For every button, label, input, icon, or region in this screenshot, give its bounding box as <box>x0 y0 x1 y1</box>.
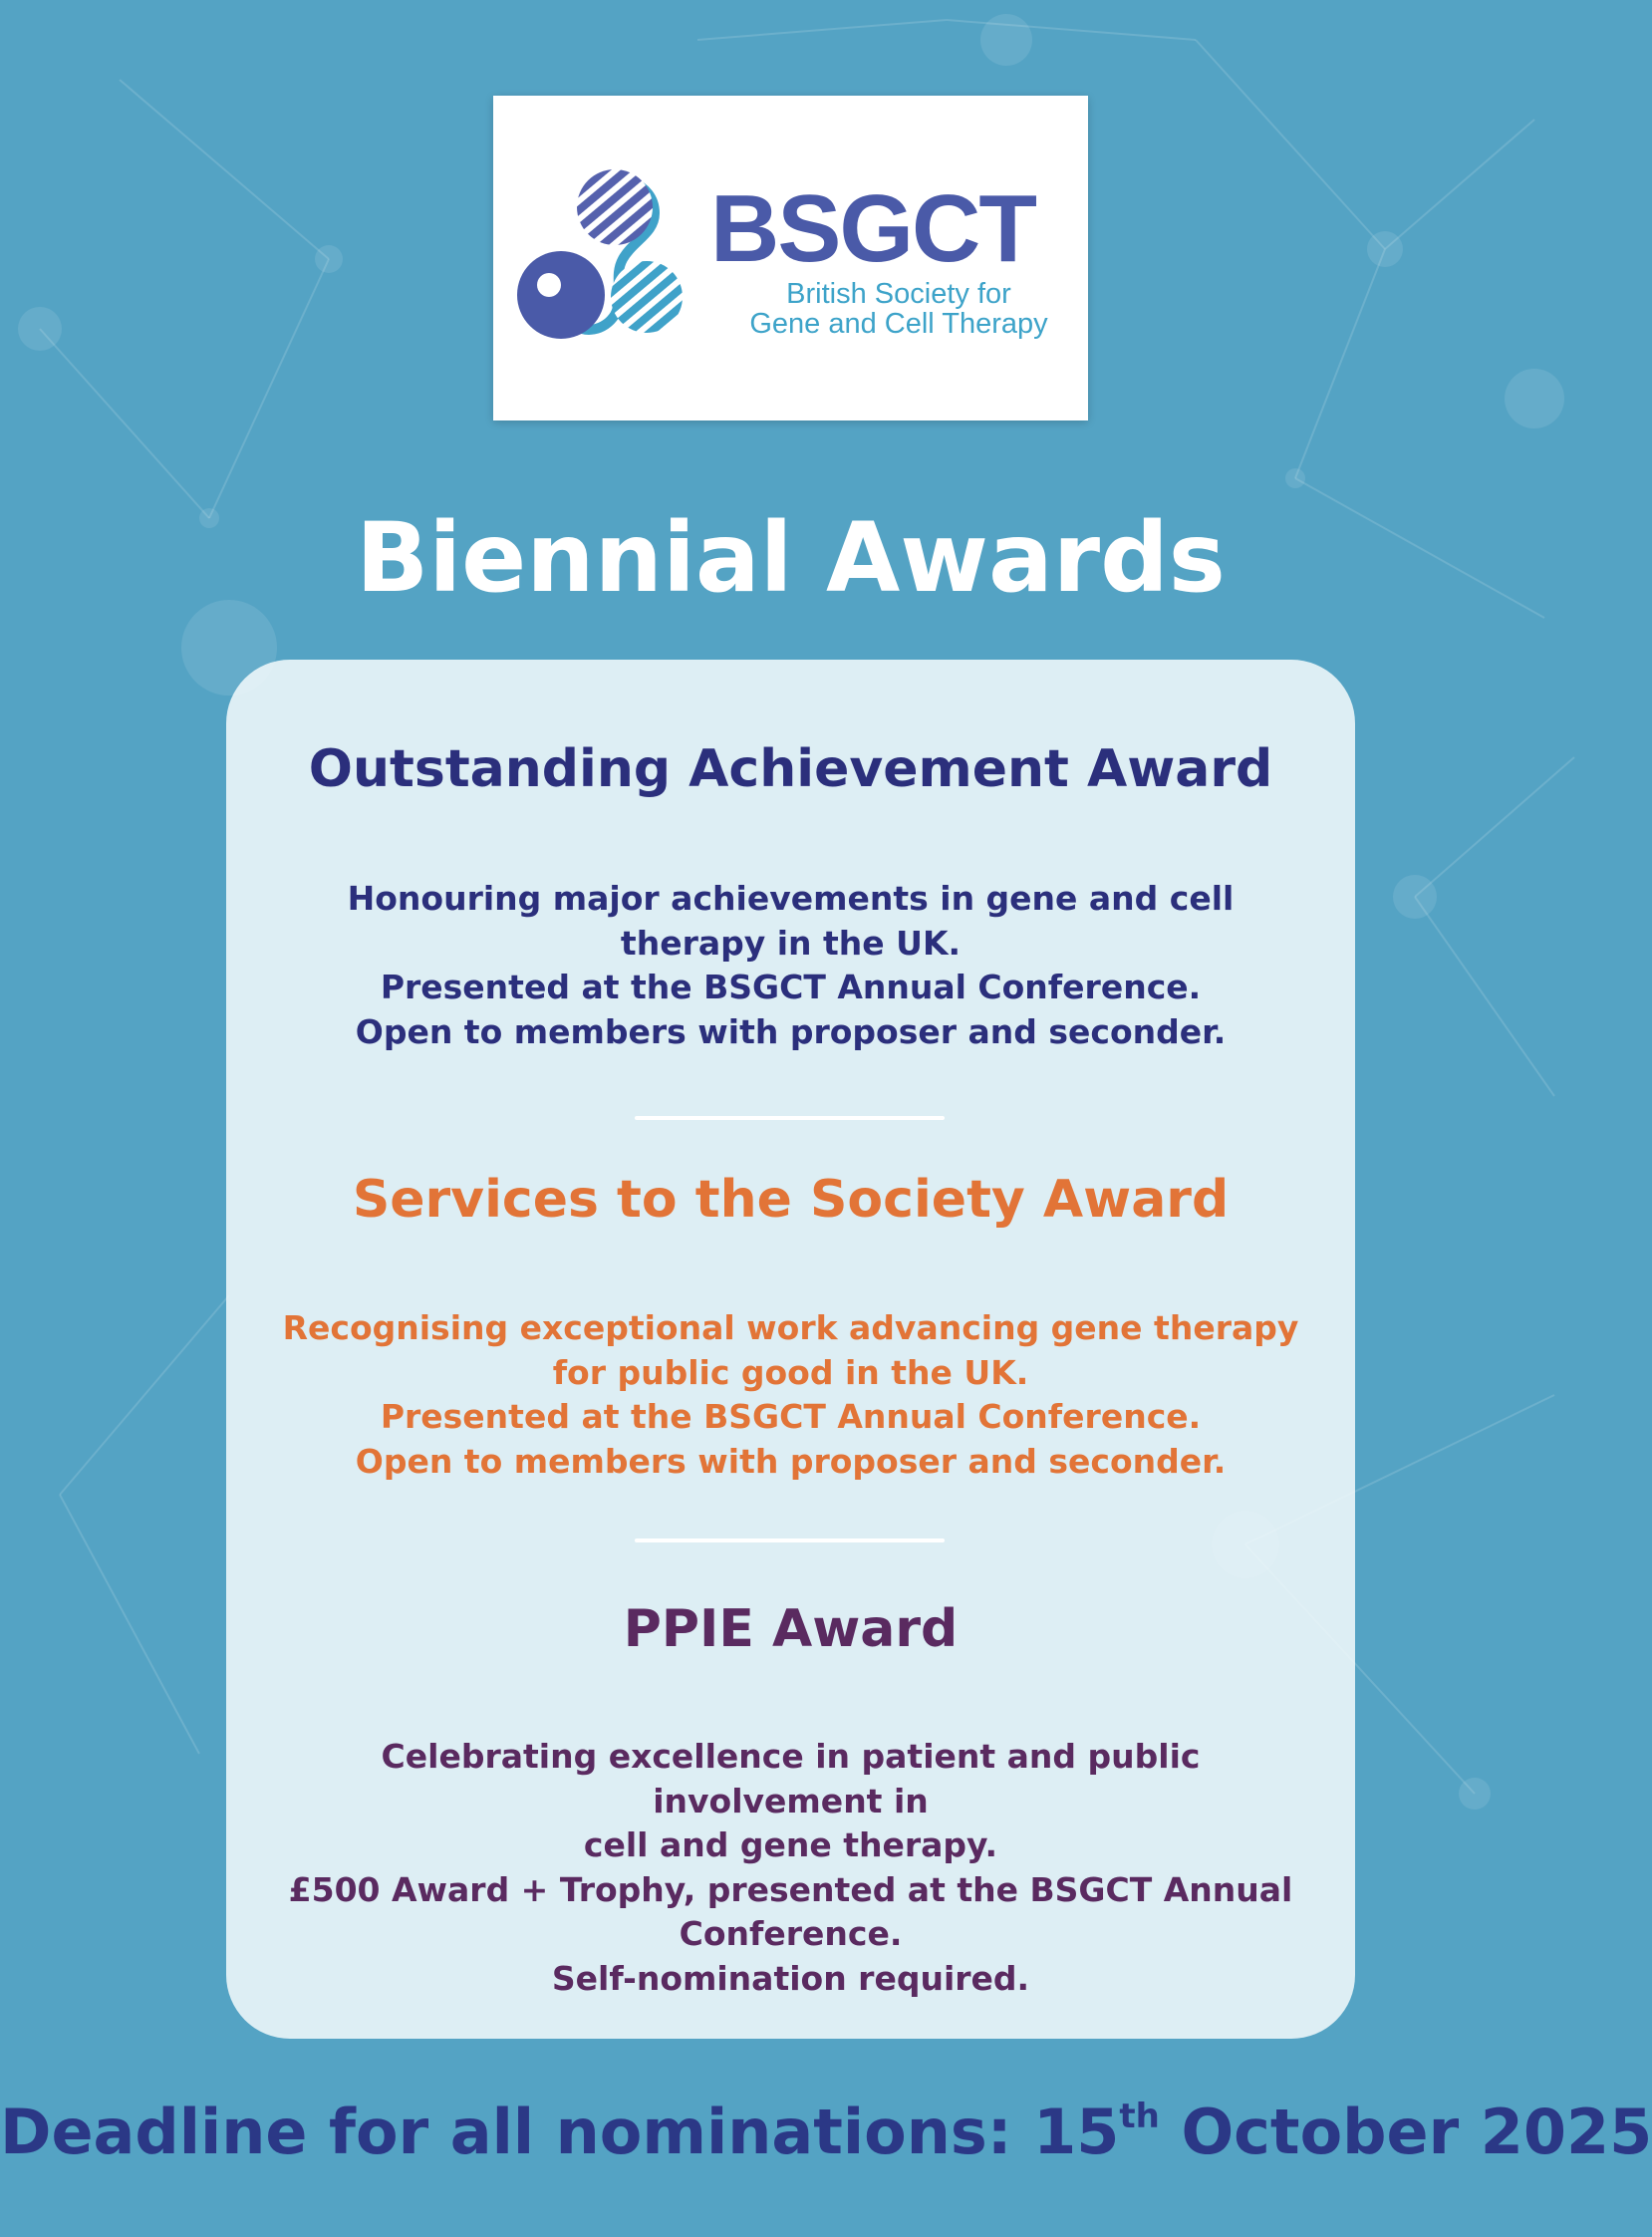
award-description-line: Honouring major achievements in gene and cell <box>347 879 1235 918</box>
awards-card <box>226 660 1355 2039</box>
logo-subtitle <box>714 279 1083 339</box>
logo-box <box>493 96 1088 420</box>
award-title-services-to-society: Services to the Society Award <box>352 1170 1230 1230</box>
deadline-suffix: October 2025 <box>1159 2096 1652 2168</box>
nomination-deadline <box>0 2093 1652 2182</box>
award-title-ppie: PPIE Award <box>623 1599 959 1659</box>
award-description-line: cell and gene therapy. <box>583 1825 998 1864</box>
section-divider <box>635 1538 945 1542</box>
award-description-line: Open to members with proposer and seconder. <box>355 1011 1227 1051</box>
deadline-ordinal-suffix: th <box>1119 2097 1160 2136</box>
logo-subtitle-line2: Gene and Cell Therapy <box>749 308 1048 340</box>
award-description-outstanding-achievement <box>266 877 1315 1054</box>
logo-abbreviation: BSGCT <box>710 175 1035 282</box>
award-description-line: Conference. <box>679 1914 903 1953</box>
page-title: Biennial Awards <box>356 502 1226 614</box>
award-description-services-to-society <box>266 1306 1315 1484</box>
award-description-line: Recognising exceptional work advancing gene therapy <box>282 1308 1299 1347</box>
dna-cell-logo-icon <box>515 167 704 347</box>
award-description-line: Celebrating excellence in patient and public involvement in <box>381 1737 1201 1820</box>
section-divider <box>635 1116 945 1120</box>
award-title-outstanding-achievement: Outstanding Achievement Award <box>308 739 1273 799</box>
award-description-ppie <box>266 1735 1315 2001</box>
award-description-line: for public good in the UK. <box>552 1352 1029 1392</box>
award-description-line: Presented at the BSGCT Annual Conference. <box>380 968 1202 1006</box>
award-description-line: therapy in the UK. <box>620 923 962 963</box>
award-description-line: £500 Award + Trophy, presented at the BSGCT Annual <box>288 1869 1293 1909</box>
deadline-prefix: Deadline for all nominations: 15 <box>0 2096 1120 2168</box>
logo-subtitle-line1: British Society for <box>786 278 1011 310</box>
award-description-line: Open to members with proposer and seconder. <box>355 1441 1227 1481</box>
award-description-line: Self-nomination required. <box>551 1958 1030 1998</box>
award-description-line: Presented at the BSGCT Annual Conference. <box>380 1397 1202 1436</box>
